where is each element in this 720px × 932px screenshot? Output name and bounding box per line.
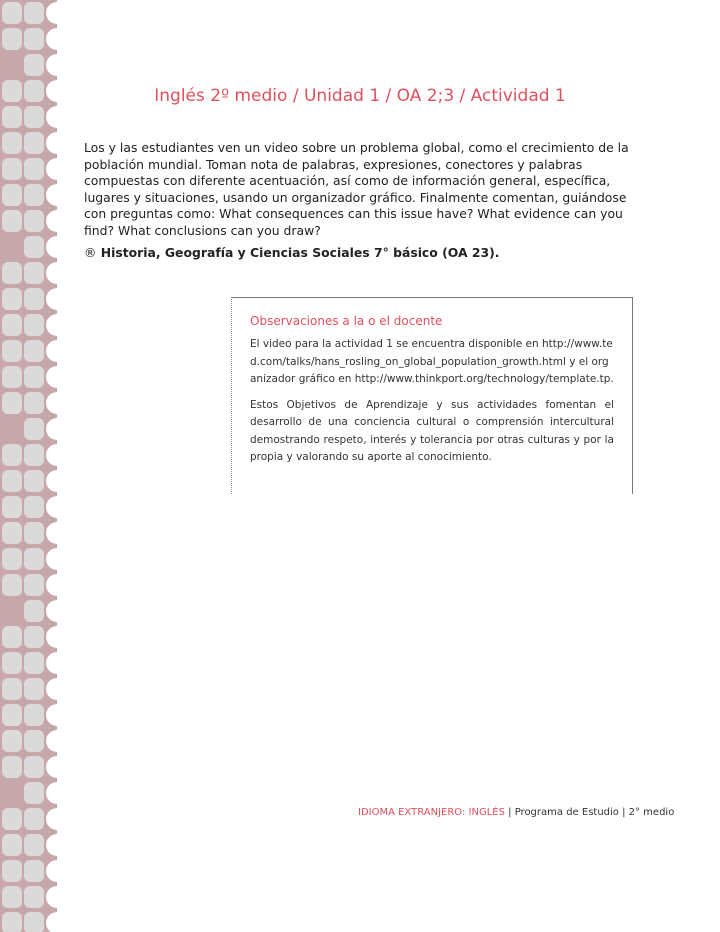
- strip-cell: [2, 574, 22, 596]
- strip-cell: [2, 912, 22, 932]
- strip-cell: [46, 834, 57, 856]
- observations-title: Observaciones a la o el docente: [250, 314, 443, 328]
- strip-cell: [46, 496, 57, 518]
- strip-cell: [46, 730, 57, 752]
- strip-cell: [2, 106, 22, 128]
- strip-cell: [46, 158, 57, 180]
- strip-cell: [24, 210, 44, 232]
- strip-cell: [46, 860, 57, 882]
- strip-cell: [2, 834, 22, 856]
- strip-cell: [2, 158, 22, 180]
- strip-cell: [46, 2, 57, 24]
- strip-cell: [2, 626, 22, 648]
- strip-cell: [46, 626, 57, 648]
- strip-cell: [24, 912, 44, 932]
- strip-cell: [46, 548, 57, 570]
- strip-cell: [46, 288, 57, 310]
- cross-curricular-reference: [84, 245, 500, 260]
- strip-cell: [24, 678, 44, 700]
- strip-cell: [24, 652, 44, 674]
- strip-cell: [2, 340, 22, 362]
- strip-cell: [46, 366, 57, 388]
- strip-cell: [2, 730, 22, 752]
- reference-text: Historia, Geografía y Ciencias Sociales 7° básico (OA 23).: [100, 245, 500, 260]
- strip-cell: [24, 2, 44, 24]
- strip-cell: [46, 782, 57, 804]
- strip-cell: [2, 496, 22, 518]
- strip-cell: [24, 366, 44, 388]
- strip-cell: [2, 314, 22, 336]
- strip-cell: [24, 496, 44, 518]
- strip-cell: [46, 704, 57, 726]
- strip-cell: [24, 132, 44, 154]
- footer-subject: IDIOMA EXTRANJERO: INGLÉS: [358, 807, 505, 818]
- footer-program: | Programa de Estudio | 2° medio: [504, 807, 675, 818]
- strip-cell: [2, 860, 22, 882]
- page-title: Inglés 2º medio / Unidad 1 / OA 2;3 / Actividad 1: [154, 86, 566, 106]
- strip-cell: [24, 184, 44, 206]
- strip-cell: [24, 444, 44, 466]
- strip-cell: [46, 444, 57, 466]
- strip-cell: [2, 470, 22, 492]
- strip-cell: [2, 2, 22, 24]
- strip-cell: [24, 808, 44, 830]
- strip-cell: [46, 392, 57, 414]
- strip-cell: [46, 886, 57, 908]
- strip-cell: [46, 262, 57, 284]
- strip-cell: [24, 756, 44, 778]
- strip-cell: [46, 600, 57, 622]
- decorative-side-strip: [0, 0, 57, 932]
- teacher-observations-box: [231, 297, 633, 494]
- strip-cell: [46, 106, 57, 128]
- strip-cell: [46, 314, 57, 336]
- strip-cell: [24, 28, 44, 50]
- strip-cell: [24, 626, 44, 648]
- strip-cell: [24, 548, 44, 570]
- strip-cell: [46, 808, 57, 830]
- strip-cell: [24, 54, 44, 76]
- strip-cell: [46, 184, 57, 206]
- strip-cell: [2, 704, 22, 726]
- reference-icon: ®: [84, 245, 97, 260]
- strip-cell: [24, 288, 44, 310]
- strip-cell: [46, 54, 57, 76]
- page-footer: [358, 807, 674, 818]
- strip-cell: [2, 808, 22, 830]
- strip-cell: [24, 574, 44, 596]
- strip-cell: [46, 522, 57, 544]
- strip-cell: [24, 522, 44, 544]
- strip-cell: [2, 210, 22, 232]
- strip-cell: [24, 106, 44, 128]
- strip-cell: [46, 652, 57, 674]
- strip-cell: [24, 340, 44, 362]
- strip-cell: [46, 28, 57, 50]
- strip-cell: [2, 132, 22, 154]
- strip-cell: [24, 262, 44, 284]
- strip-cell: [2, 288, 22, 310]
- strip-cell: [24, 860, 44, 882]
- strip-cell: [24, 392, 44, 414]
- strip-cell: [2, 28, 22, 50]
- strip-cell: [46, 756, 57, 778]
- strip-cell: [46, 678, 57, 700]
- strip-cell: [24, 782, 44, 804]
- strip-cell: [24, 470, 44, 492]
- strip-cell: [46, 132, 57, 154]
- strip-cell: [24, 886, 44, 908]
- strip-cell: [46, 470, 57, 492]
- strip-cell: [46, 574, 57, 596]
- strip-cell: [46, 236, 57, 258]
- strip-cell: [2, 444, 22, 466]
- strip-cell: [2, 678, 22, 700]
- strip-cell: [2, 652, 22, 674]
- strip-cell: [2, 392, 22, 414]
- strip-cell: [2, 366, 22, 388]
- strip-cell: [46, 210, 57, 232]
- strip-cell: [46, 418, 57, 440]
- activity-description: Los y las estudiantes ven un video sobre un problema global, como el crecimiento de la población mundial. Toman nota de palabras, expresiones, conectores y palabras compuestas con diferente acentuación, así como de información general, específica, lugares y situaciones, usando un organizador gráfico. Finalmente comentan, guiándose con preguntas como: What consequences can this issue have? What evidence can you find? What conclusions can you draw?: [84, 140, 629, 238]
- strip-cell: [2, 522, 22, 544]
- strip-cell: [2, 184, 22, 206]
- strip-cell: [2, 756, 22, 778]
- strip-cell: [24, 600, 44, 622]
- strip-cell: [46, 340, 57, 362]
- strip-cell: [24, 730, 44, 752]
- strip-cell: [2, 886, 22, 908]
- observations-paragraph-2: Estos Objetivos de Aprendizaje y sus actividades fomentan el desarrollo de una conciencia cultural o comprensión intercultural demostrando respeto, interés y tolerancia por otras culturas y por la propia y valorando su aporte al conocimiento.: [250, 398, 614, 463]
- strip-cell: [2, 262, 22, 284]
- strip-cell: [2, 548, 22, 570]
- strip-cell: [24, 418, 44, 440]
- strip-cell: [24, 704, 44, 726]
- strip-cell: [24, 158, 44, 180]
- observations-paragraph-1: El video para la actividad 1 se encuentra disponible en http://www.ted.com/talks/hans_rosling_on_global_population_growth.html y el organizador gráfico en http://www.thinkport.org/technology/template.tp.: [250, 338, 614, 385]
- strip-cell: [24, 236, 44, 258]
- strip-cell: [24, 834, 44, 856]
- strip-cell: [24, 314, 44, 336]
- strip-cell: [46, 912, 57, 932]
